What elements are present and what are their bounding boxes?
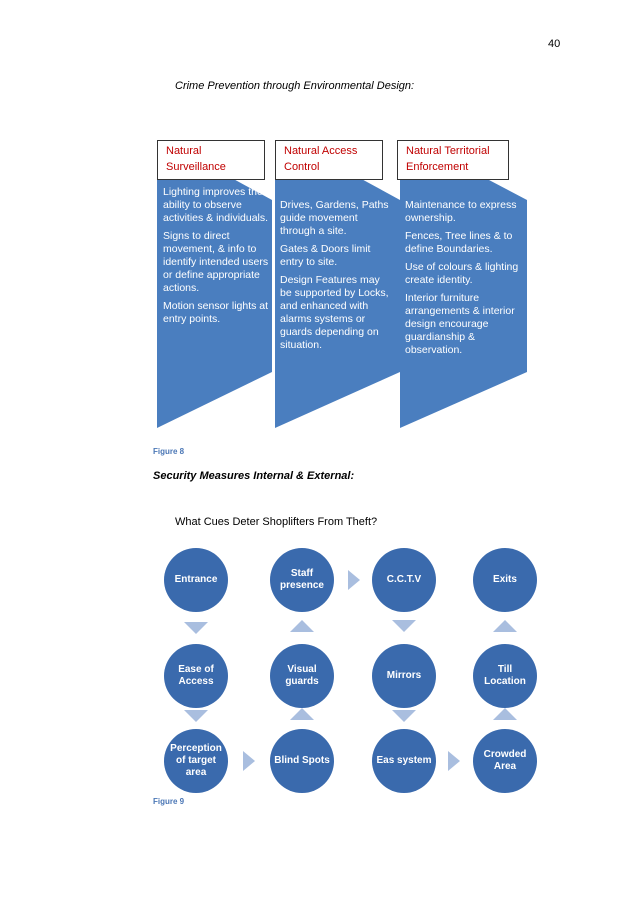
node-ease-of-access: Ease of Access xyxy=(164,644,228,708)
section-heading-security: Security Measures Internal & External: xyxy=(153,470,355,482)
list-item: Use of colours & lighting create identity. xyxy=(405,261,519,286)
list-item: Drives, Gardens, Paths guide movement through a site. xyxy=(280,199,389,237)
arrow-right-icon xyxy=(348,570,360,590)
node-entrance: Entrance xyxy=(164,548,228,612)
node-perception: Perception of target area xyxy=(164,729,228,793)
arrow-up-icon xyxy=(290,620,314,632)
node-till-location: Till Location xyxy=(473,644,537,708)
arrow-up-icon xyxy=(493,620,517,632)
section-heading-cpted: Crime Prevention through Environmental Design: xyxy=(175,80,415,92)
figure-caption-8: Figure 8 xyxy=(153,447,185,456)
arrow-down-icon xyxy=(392,620,416,632)
column-text-surveillance xyxy=(163,186,269,331)
node-exits: Exits xyxy=(473,548,537,612)
column-header-surveillance: Natural Surveillance xyxy=(157,140,265,180)
column-header-territorial: Natural Territorial Enforcement xyxy=(397,140,509,180)
arrow-right-icon xyxy=(448,751,460,771)
list-item: Signs to direct movement, & info to identify intended users or define appropriate actions. xyxy=(163,230,269,294)
node-staff-presence: Staff presence xyxy=(270,548,334,612)
page-number: 40 xyxy=(548,38,561,50)
arrow-down-icon xyxy=(392,710,416,722)
node-cctv: C.C.T.V xyxy=(372,548,436,612)
arrow-right-icon xyxy=(243,751,255,771)
node-eas-system: Eas system xyxy=(372,729,436,793)
node-crowded-area: Crowded Area xyxy=(473,729,537,793)
node-blind-spots: Blind Spots xyxy=(270,729,334,793)
list-item: Maintenance to express ownership. xyxy=(405,199,517,224)
node-visual-guards: Visual guards xyxy=(270,644,334,708)
subheading-shoplifters: What Cues Deter Shoplifters From Theft? xyxy=(175,516,378,528)
arrow-up-icon xyxy=(290,708,314,720)
figure-caption-9: Figure 9 xyxy=(153,797,185,806)
arrow-up-icon xyxy=(493,708,517,720)
list-item: Design Features may be supported by Locks, and enhanced with alarms systems or guards depending on situation. xyxy=(280,274,389,351)
column-header-access-control: Natural Access Control xyxy=(275,140,383,180)
list-item: Lighting improves the ability to observe activities & individuals. xyxy=(163,186,269,224)
node-mirrors: Mirrors xyxy=(372,644,436,708)
arrow-down-icon xyxy=(184,710,208,722)
list-item: Motion sensor lights at entry points. xyxy=(163,300,269,325)
list-item: Interior furniture arrangements & interior design encourage guardianship & observation. xyxy=(405,292,515,356)
list-item: Fences, Tree lines & to define Boundaries. xyxy=(405,230,513,255)
column-text-access-control xyxy=(280,199,392,357)
column-text-territorial xyxy=(405,199,519,362)
arrow-down-icon xyxy=(184,622,208,634)
list-item: Gates & Doors limit entry to site. xyxy=(280,243,371,268)
